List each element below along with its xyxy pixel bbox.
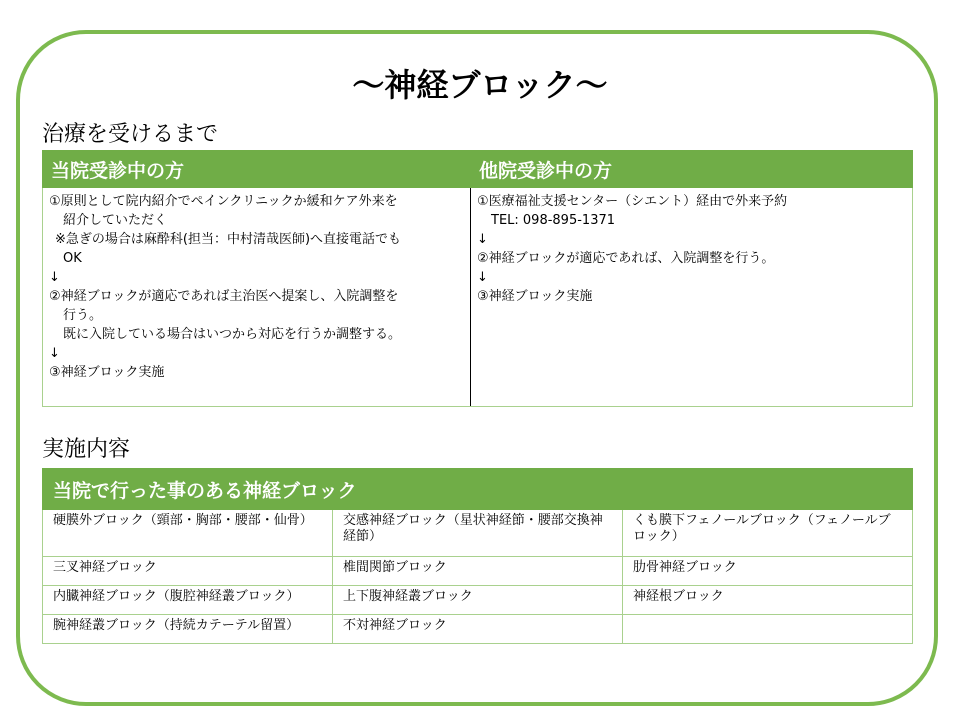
step-line: ①医療福祉支援センター（シエント）経由で外来予約 — [477, 194, 788, 209]
table-cell: 腕神経叢ブロック（持続カテーテル留置） — [43, 615, 333, 644]
arrow-down-icon: ↓ — [49, 270, 60, 285]
table-cell: 椎間関節ブロック — [333, 557, 623, 586]
treatment-flow-table — [42, 150, 913, 407]
step-line: ③神経ブロック実施 — [49, 365, 165, 380]
other-patients-steps — [471, 188, 913, 407]
nerve-block-table-header: 当院で行った事のある神経ブロック — [43, 469, 913, 510]
phone-number: TEL: 098-895-1371 — [491, 213, 616, 228]
step-line: ②神経ブロックが適応であれば主治医へ提案し、入院調整を — [49, 289, 399, 304]
step-line: 既に入院している場合はいつから対応を行うか調整する。 — [63, 327, 402, 342]
arrow-down-icon: ↓ — [477, 232, 488, 247]
step-line: OK — [63, 251, 82, 266]
table-cell: 神経根ブロック — [623, 586, 913, 615]
table-cell: 硬膜外ブロック（頸部・胸部・腰部・仙骨） — [43, 510, 333, 557]
table-cell: 肋骨神経ブロック — [623, 557, 913, 586]
step-line: ※急ぎの場合は麻酔科(担当：中村清哉医師)へ直接電話でも — [55, 232, 402, 247]
own-patients-steps — [43, 188, 471, 407]
table-cell: くも膜下フェノールブロック（フェノールブロック） — [623, 510, 913, 557]
step-line: 行う。 — [63, 308, 103, 323]
step-line: ①原則として院内紹介でペインクリニックか緩和ケア外来を — [49, 194, 398, 209]
table-cell: 不対神経ブロック — [333, 615, 623, 644]
step-line: ②神経ブロックが適応であれば、入院調整を行う。 — [477, 251, 775, 266]
table-cell: 交感神経ブロック（星状神経節・腰部交換神経節） — [333, 510, 623, 557]
table-cell: 三叉神経ブロック — [43, 557, 333, 586]
arrow-down-icon: ↓ — [477, 270, 488, 285]
step-line: ③神経ブロック実施 — [477, 289, 593, 304]
table-cell: 上下腹神経叢ブロック — [333, 586, 623, 615]
page-title: ～神経ブロック～ — [352, 66, 608, 104]
arrow-down-icon: ↓ — [49, 346, 60, 361]
table-cell — [623, 615, 913, 644]
header-own-patients: 当院受診中の方 — [43, 151, 471, 188]
header-other-patients: 他院受診中の方 — [471, 151, 913, 188]
section-heading-procedures: 実施内容 — [42, 437, 131, 462]
nerve-block-table — [42, 468, 913, 644]
section-heading-treatment: 治療を受けるまで — [42, 122, 219, 147]
step-line: 紹介していただく — [63, 213, 168, 228]
table-cell: 内臓神経ブロック（腹腔神経叢ブロック） — [43, 586, 333, 615]
